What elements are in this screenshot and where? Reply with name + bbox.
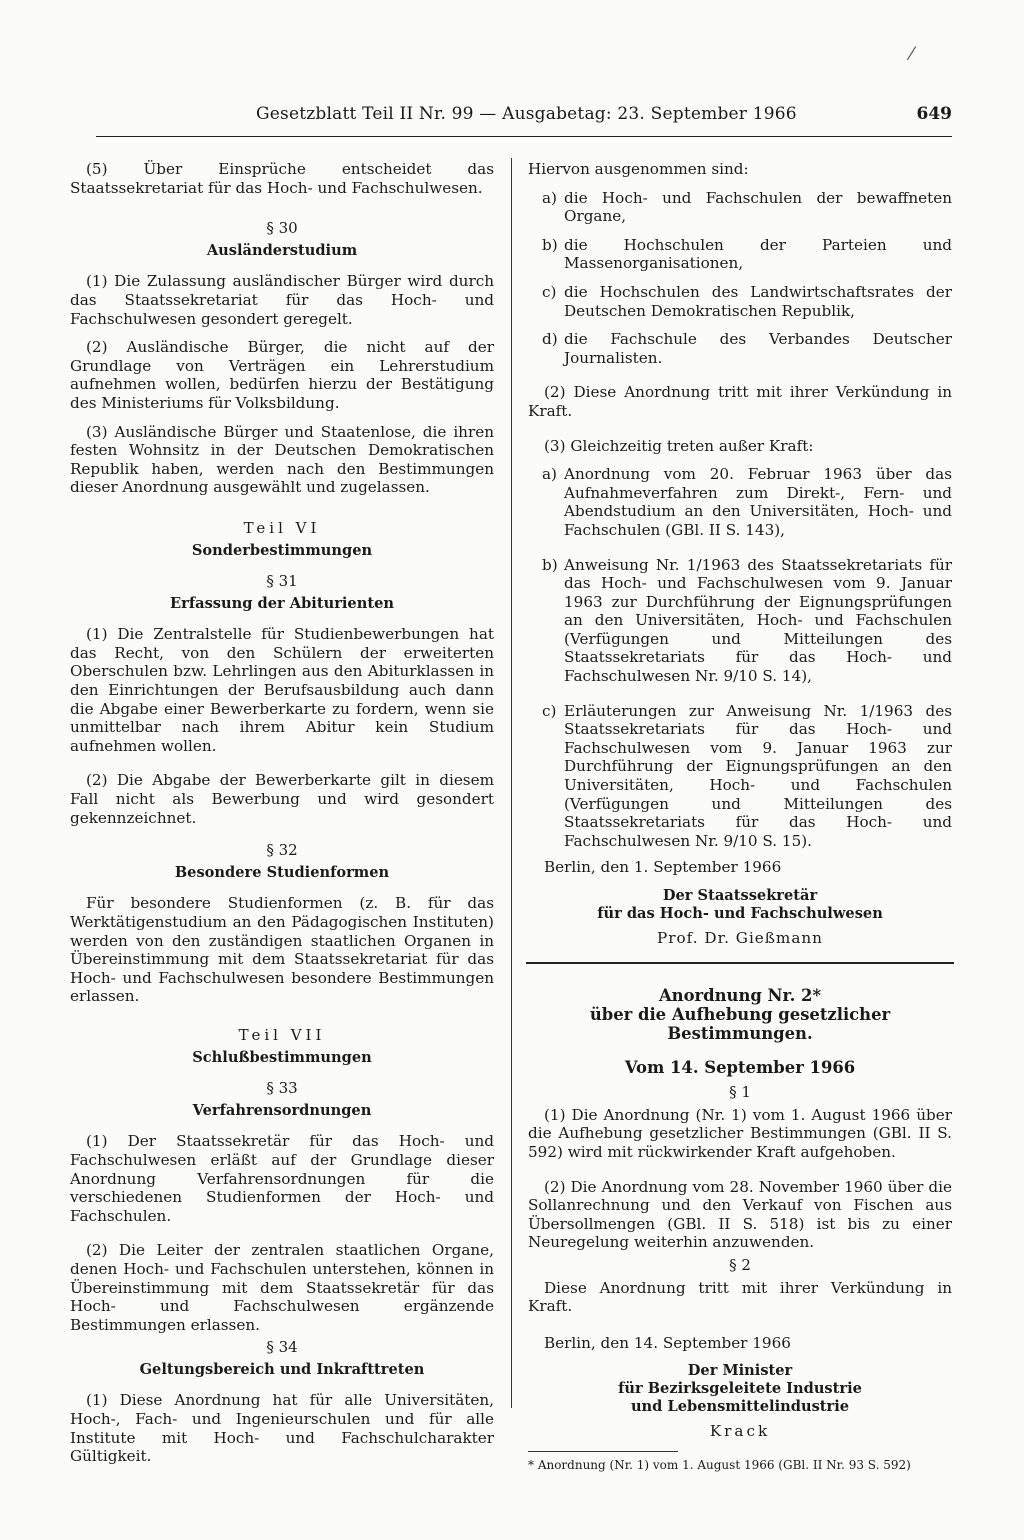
list-item-label: a): [542, 465, 557, 484]
signature-2-title-line-3: und Lebensmittelindustrie: [630, 1398, 850, 1416]
list-item-text: die Hoch- und Fachschulen der bewaffneten Organe,: [564, 188, 952, 226]
section-30-paragraph-3: (3) Ausländische Bürger und Staatenlose, die ihren festen Wohnsitz in der Deutschen Demokratischen Republik haben, werden nach den Bestimmungen dieser Anordnung ausgewählt und zugelassen.: [70, 422, 494, 497]
footnote: * Anordnung (Nr. 1) vom 1. August 1966 (GBl. II Nr. 93 S. 592): [528, 1457, 911, 1472]
exceptions-intro: Hiervon ausgenommen sind:: [528, 160, 749, 178]
part-6-heading: Teil VI: [243, 518, 321, 537]
article-2-number: § 2: [729, 1255, 751, 1274]
section-34-paragraph-2: (2) Diese Anordnung tritt mit ihrer Verkündung in Kraft.: [528, 383, 952, 420]
section-32-paragraph: Für besondere Studienformen (z. B. für das Werktätigenstudium an den Pädagogischen Instituten) werden von den zuständigen staatlichen Organen in Übereinstimmung mit dem Staatssekretariat für das Hoch- und Fachschulwesen besondere Bestimmungen erlassen.: [70, 894, 494, 1006]
repealed-list: [528, 465, 952, 850]
section-32-title: Besondere Studienformen: [174, 863, 390, 881]
article-1-paragraph-1: (1) Die Anordnung (Nr. 1) vom 1. August 1966 über die Aufhebung gesetzlicher Bestimmungen (GBl. II S. 592) wird mit rückwirkender Kraft aufgehoben.: [528, 1105, 952, 1161]
article-1-number: § 1: [729, 1083, 751, 1102]
signature-2-date: Berlin, den 14. September 1966: [544, 1333, 791, 1352]
part-7-title: Schlußbestimmungen: [192, 1048, 372, 1066]
list-item-label: c): [542, 282, 557, 301]
signature-1-title: [528, 887, 952, 923]
section-33-number: § 33: [266, 1079, 298, 1098]
section-34-title: Geltungsbereich und Inkrafttreten: [139, 1360, 425, 1378]
left-column: [70, 160, 494, 1466]
signature-2-name: Krack: [709, 1422, 771, 1441]
section-31-paragraph-1: (1) Die Zentralstelle für Studienbewerbungen hat das Recht, von den Schülern der erweiterten Oberschulen bzw. Lehrlingen aus den Abiturklassen in den Einrichtungen der Berufsausbildung auch dann die Abgabe einer Bewerberkarte zu fordern, wenn sie unmittelbar nach ihrem Abitur kein Studium aufnehmen wollen.: [70, 625, 494, 755]
section-30-title: Ausländerstudium: [206, 241, 358, 259]
list-item: [542, 702, 952, 851]
announcement-title-line-1: Anordnung Nr. 2*: [658, 985, 822, 1005]
part-6-title: Sonderbestimmungen: [191, 541, 373, 559]
signature-1-date: Berlin, den 1. September 1966: [544, 858, 782, 877]
exceptions-list: [528, 189, 952, 368]
pencil-mark: ⁄: [910, 44, 914, 65]
section-34-paragraph-3: (3) Gleichzeitig treten außer Kraft:: [544, 436, 814, 455]
list-item: [542, 236, 952, 273]
announcement-date: Vom 14. September 1966: [624, 1057, 856, 1077]
section-separator: [526, 962, 954, 964]
list-item-label: a): [542, 188, 557, 207]
section-30-paragraph-2: (2) Ausländische Bürger, die nicht auf der Grundlage von Verträgen ein Lehrerstudium aufnehmen wollen, bedürfen hierzu der Bestätigung des Ministeriums für Volksbildung.: [70, 338, 494, 412]
section-30-paragraph-1: (1) Die Zulassung ausländischer Bürger wird durch das Staatssekretariat für das Hoch- und Fachschulwesen gesondert geregelt.: [70, 272, 494, 328]
list-item-text: die Fachschule des Verbandes Deutscher Journalisten.: [564, 330, 952, 367]
list-item-text: Anordnung vom 20. Februar 1963 über das Aufnahmeverfahren zum Direkt-, Fern- und Abendstudium an den Universitäten, Hoch- und Fachschulen (GBl. II S. 143),: [564, 465, 952, 539]
header-title: Gesetzblatt Teil II Nr. 99 — Ausgabetag: 23. September 1966: [256, 104, 797, 124]
section-34-number: § 34: [266, 1338, 298, 1357]
column-divider: [511, 158, 512, 1408]
paragraph-5: (5) Über Einsprüche entscheidet das Staatssekretariat für das Hoch- und Fachschulwesen.: [70, 160, 494, 197]
list-item-text: Erläuterungen zur Anweisung Nr. 1/1963 des Staatssekretariats für das Hoch- und Fachschulwesen vom 9. Januar 1963 zur Durchführung der Eignungsprüfungen an den Universitäten, Hoch- und Fachschulen (Verfügungen und Mitteilungen des Staatssekretariats für das Hoch- und Fachschulwesen Nr. 9/10 S. 15).: [564, 701, 952, 850]
section-32-number: § 32: [266, 841, 298, 860]
section-30-number: § 30: [266, 219, 298, 238]
right-column: [528, 160, 952, 1475]
signature-2-title-line-1: Der Minister: [687, 1362, 793, 1380]
list-item-text: die Hochschulen des Landwirtschaftsrates der Deutschen Demokratischen Republik,: [564, 282, 952, 320]
section-33-title: Verfahrensordnungen: [192, 1101, 372, 1119]
list-item-text: Anweisung Nr. 1/1963 des Staatssekretariats für das Hoch- und Fachschulwesen vom 9. Januar 1963 zur Durchführung der Eignungsprüfungen an den Universitäten, Hoch- und Fachschulen (Verfügungen und Mitteilungen des Staatssekretariats für das Hoch- und Fachschulwesen Nr. 9/10 S. 14),: [564, 555, 952, 686]
section-31-number: § 31: [266, 572, 298, 591]
list-item: [542, 283, 952, 320]
footnote-rule: [528, 1451, 678, 1452]
list-item-text: die Hochschulen der Parteien und Massenorganisationen,: [564, 235, 952, 273]
signature-1-title-line-1: Der Staatssekretär: [662, 887, 818, 904]
section-31-paragraph-2: (2) Die Abgabe der Bewerberkarte gilt in diesem Fall nicht als Bewerbung und wird gesondert gekennzeichnet.: [70, 771, 494, 827]
section-31-title: Erfassung der Abiturienten: [170, 594, 394, 612]
section-33-paragraph-2: (2) Die Leiter der zentralen staatlichen Organe, denen Hoch- und Fachschulen unterstehen, können in Übereinstimmung mit dem Staatssekretär für das Hoch- und Fachschulwesen ergänzende Bestimmungen erlassen.: [70, 1241, 494, 1334]
signature-2-title-line-2: für Bezirksgeleitete Industrie: [618, 1380, 862, 1398]
part-7-heading: Teil VII: [238, 1025, 326, 1044]
section-33-paragraph-1: (1) Der Staatssekretär für das Hoch- und Fachschulwesen erläßt auf der Grundlage dieser Anordnung Verfahrensordnungen für die verschiedenen Studienformen der Hoch- und Fachschulen.: [70, 1132, 494, 1225]
signature-1-title-line-2: für das Hoch- und Fachschulwesen: [597, 905, 883, 922]
signature-1-name: Prof. Dr. Gießmann: [657, 929, 823, 947]
list-item-label: b): [542, 555, 558, 574]
list-item: [542, 189, 952, 226]
list-item-label: b): [542, 235, 558, 254]
announcement-title-line-2: über die Aufhebung gesetzlicher Bestimmungen.: [589, 1004, 891, 1043]
announcement-title: [528, 986, 952, 1043]
page-header: [96, 104, 952, 132]
page-number: 649: [916, 104, 952, 124]
section-34-paragraph-1: (1) Diese Anordnung hat für alle Universitäten, Hoch-, Fach- und Ingenieurschulen und für alle Institute mit Hoch- und Fachschulcharakter Gültigkeit.: [70, 1391, 494, 1466]
list-item: [542, 556, 952, 686]
header-rule: [96, 136, 952, 137]
list-item: [542, 330, 952, 367]
list-item-label: c): [542, 701, 557, 720]
list-item: [542, 465, 952, 539]
list-item-label: d): [542, 330, 558, 349]
article-2-paragraph: Diese Anordnung tritt mit ihrer Verkündung in Kraft.: [528, 1278, 952, 1316]
signature-2-title: [528, 1362, 952, 1416]
article-1-paragraph-2: (2) Die Anordnung vom 28. November 1960 über die Sollanrechnung und den Verkauf von Fischen aus Übersollmengen (GBl. II S. 518) ist bis zu einer Neuregelung weiterhin anzuwenden.: [528, 1177, 952, 1252]
